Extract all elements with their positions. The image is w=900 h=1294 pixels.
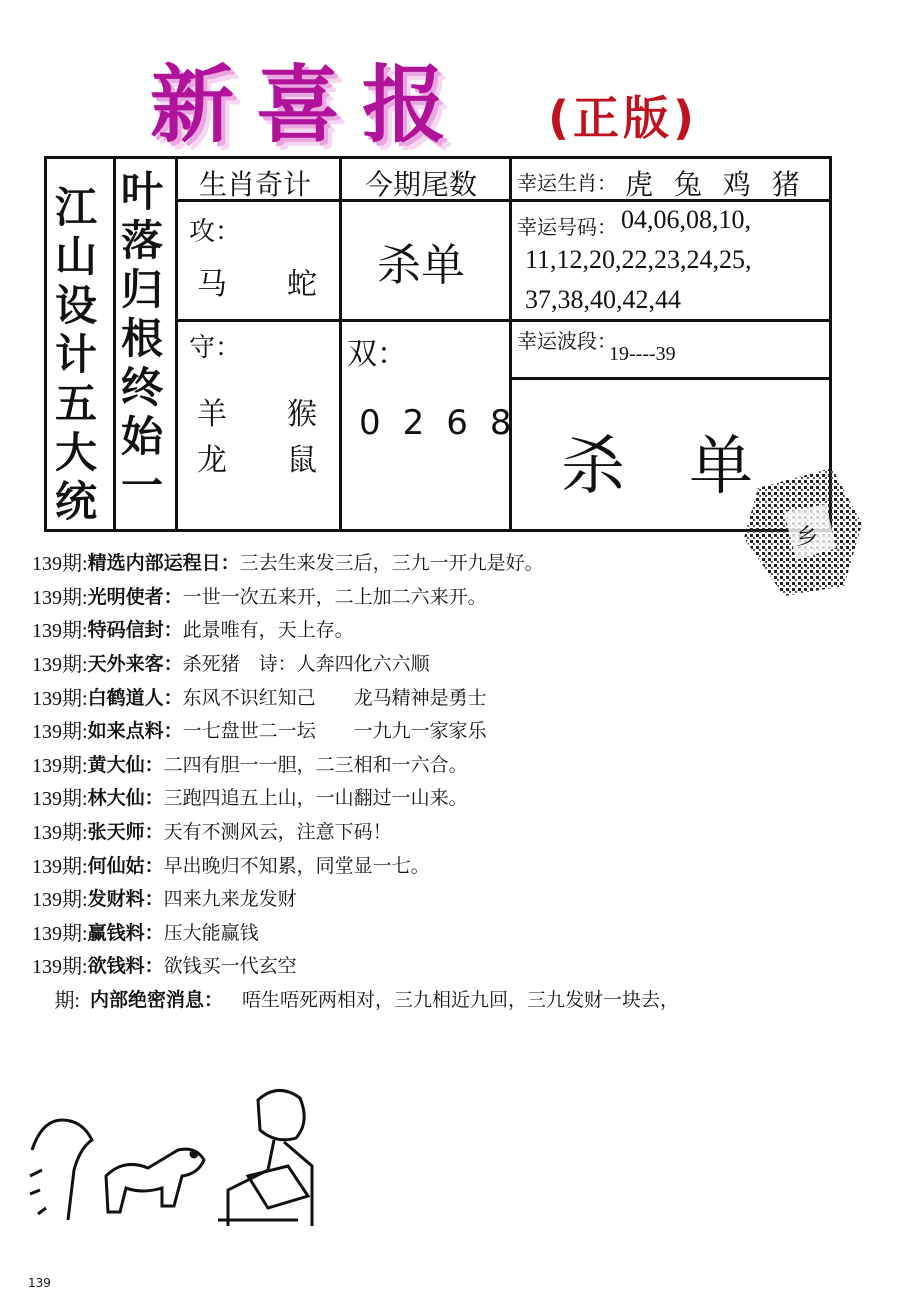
divider <box>113 159 116 529</box>
period-label: 139期: <box>32 855 88 878</box>
forecast-text: 此景唯有，天上存。 <box>182 619 354 642</box>
period-label: 139期: <box>32 788 88 811</box>
forecast-text: 四来九来龙发财 <box>163 888 297 911</box>
source-label: 张天师： <box>87 821 164 844</box>
page-title: 新喜报 <box>150 56 469 154</box>
slogan-char: 大 <box>55 428 98 477</box>
divider <box>509 319 829 322</box>
period-label: 期: <box>54 990 80 1013</box>
defend-values-2: 龙 鼠 <box>197 443 317 478</box>
period-label: 139期: <box>32 822 88 845</box>
forecast-list <box>32 545 832 1015</box>
forecast-text: 唔生唔死两相对，三九相近九回，三九发财一块去， <box>223 989 680 1012</box>
slogan-char: 五 <box>55 379 98 428</box>
divider <box>175 159 178 529</box>
period-label: 139期: <box>32 553 88 576</box>
divider <box>509 159 512 529</box>
zodiac-header: 生肖奇计 <box>199 168 312 201</box>
double-label: 双： <box>347 337 407 372</box>
period-label: 139期: <box>32 620 88 643</box>
lucky-zodiac-values: 虎 兔 鸡 猪 <box>625 168 806 201</box>
forecast-text: 压大能赢钱 <box>163 921 259 944</box>
page-number: 139 <box>28 1276 51 1290</box>
period-label: 139期: <box>32 586 88 609</box>
defend-values-1: 羊 猴 <box>197 397 317 432</box>
slogan-left <box>55 183 97 526</box>
forecast-text: 天有不测风云，注意下码！ <box>163 821 392 844</box>
list-item <box>32 679 832 713</box>
slogan-char: 山 <box>55 232 98 281</box>
list-item <box>32 612 832 646</box>
lucky-numbers-label: 幸运号码： <box>517 215 617 239</box>
info-table <box>44 156 832 532</box>
list-item <box>32 747 832 781</box>
list-item <box>32 915 832 949</box>
lucky-wave-label: 幸运波段： <box>517 329 617 353</box>
slogan-char: 落 <box>121 216 164 265</box>
slogan-char: 根 <box>121 314 164 363</box>
source-label: 光明使者： <box>87 585 183 608</box>
source-label: 如来点料： <box>87 720 183 743</box>
slogan-right <box>121 167 163 510</box>
period-label: 139期: <box>32 721 88 744</box>
attack-label: 攻： <box>189 217 242 247</box>
source-label: 白鹤道人： <box>87 686 183 709</box>
forecast-text: 杀死猪 诗：人奔四化六六顺 <box>182 653 430 676</box>
source-label: 精选内部运程日： <box>87 552 240 575</box>
slogan-char: 一 <box>121 461 164 510</box>
cartoon-illustration-icon <box>22 1080 342 1230</box>
forecast-text: 三去生来发三后，三九一开九是好。 <box>239 552 544 575</box>
period-label: 139期: <box>32 687 88 710</box>
slogan-char: 始 <box>121 412 164 461</box>
slogan-char: 江 <box>55 183 98 232</box>
period-label: 139期: <box>32 922 88 945</box>
source-label: 何仙姑： <box>87 854 164 877</box>
source-label: 内部绝密消息： <box>90 989 224 1012</box>
edition-label: (正版) <box>548 91 699 145</box>
list-item <box>32 646 832 680</box>
slogan-char: 叶 <box>121 167 164 216</box>
source-label: 黄大仙： <box>87 753 164 776</box>
list-item <box>32 545 832 579</box>
forecast-text: 一世一次五来开，二上加二六来开。 <box>182 585 487 608</box>
slogan-char: 统 <box>55 477 98 526</box>
list-item <box>32 780 832 814</box>
list-item <box>32 881 832 915</box>
divider <box>509 377 829 380</box>
source-label: 欲钱料： <box>87 955 164 978</box>
divider <box>339 159 342 529</box>
lucky-numbers-2: 11,12,20,22,23,24,25, <box>525 245 752 274</box>
forecast-text: 一七盘世二一坛 一九九一家家乐 <box>182 720 487 743</box>
period-label: 139期: <box>32 754 88 777</box>
svg-text:乡: 乡 <box>796 525 819 550</box>
lucky-numbers-3: 37,38,40,42,44 <box>525 285 681 314</box>
forecast-text: 二四有胆一一胆，二三相和一六合。 <box>163 753 468 776</box>
period-label: 139期: <box>32 889 88 912</box>
period-label: 139期: <box>32 654 88 677</box>
defend-label: 守： <box>189 333 242 363</box>
period-label: 139期: <box>32 956 88 979</box>
lucky-zodiac-label: 幸运生肖： <box>517 171 617 195</box>
tail-digits: 0268 <box>359 403 534 443</box>
tail-header: 今期尾数 <box>365 168 478 201</box>
slogan-char: 归 <box>121 265 164 314</box>
source-label: 发财料： <box>87 888 164 911</box>
forecast-text: 欲钱买一代玄空 <box>163 955 297 978</box>
slogan-char: 计 <box>55 330 98 379</box>
source-label: 赢钱料： <box>87 921 164 944</box>
forecast-text: 三跑四追五上山，一山翻过一山来。 <box>163 787 468 810</box>
source-label: 天外来客： <box>87 653 183 676</box>
list-item <box>32 579 832 613</box>
list-item <box>32 948 832 982</box>
divider <box>175 319 509 322</box>
forecast-text: 早出晚归不知累，同堂显一七。 <box>163 854 430 877</box>
list-item <box>32 982 832 1016</box>
lucky-wave-range: 19----39 <box>609 343 676 365</box>
forecast-text: 东风不识红知己 龙马精神是勇士 <box>182 686 487 709</box>
source-label: 林大仙： <box>87 787 164 810</box>
list-item <box>32 814 832 848</box>
slogan-char: 终 <box>121 363 164 412</box>
slogan-char: 设 <box>55 281 98 330</box>
lucky-big-kill: 杀 单 <box>561 430 753 504</box>
source-label: 特码信封： <box>87 619 183 642</box>
list-item <box>32 713 832 747</box>
attack-values: 马 蛇 <box>197 267 317 302</box>
lucky-numbers-1: 04,06,08,10, <box>621 205 751 234</box>
list-item <box>32 847 832 881</box>
tail-kill: 杀单 <box>377 240 465 291</box>
